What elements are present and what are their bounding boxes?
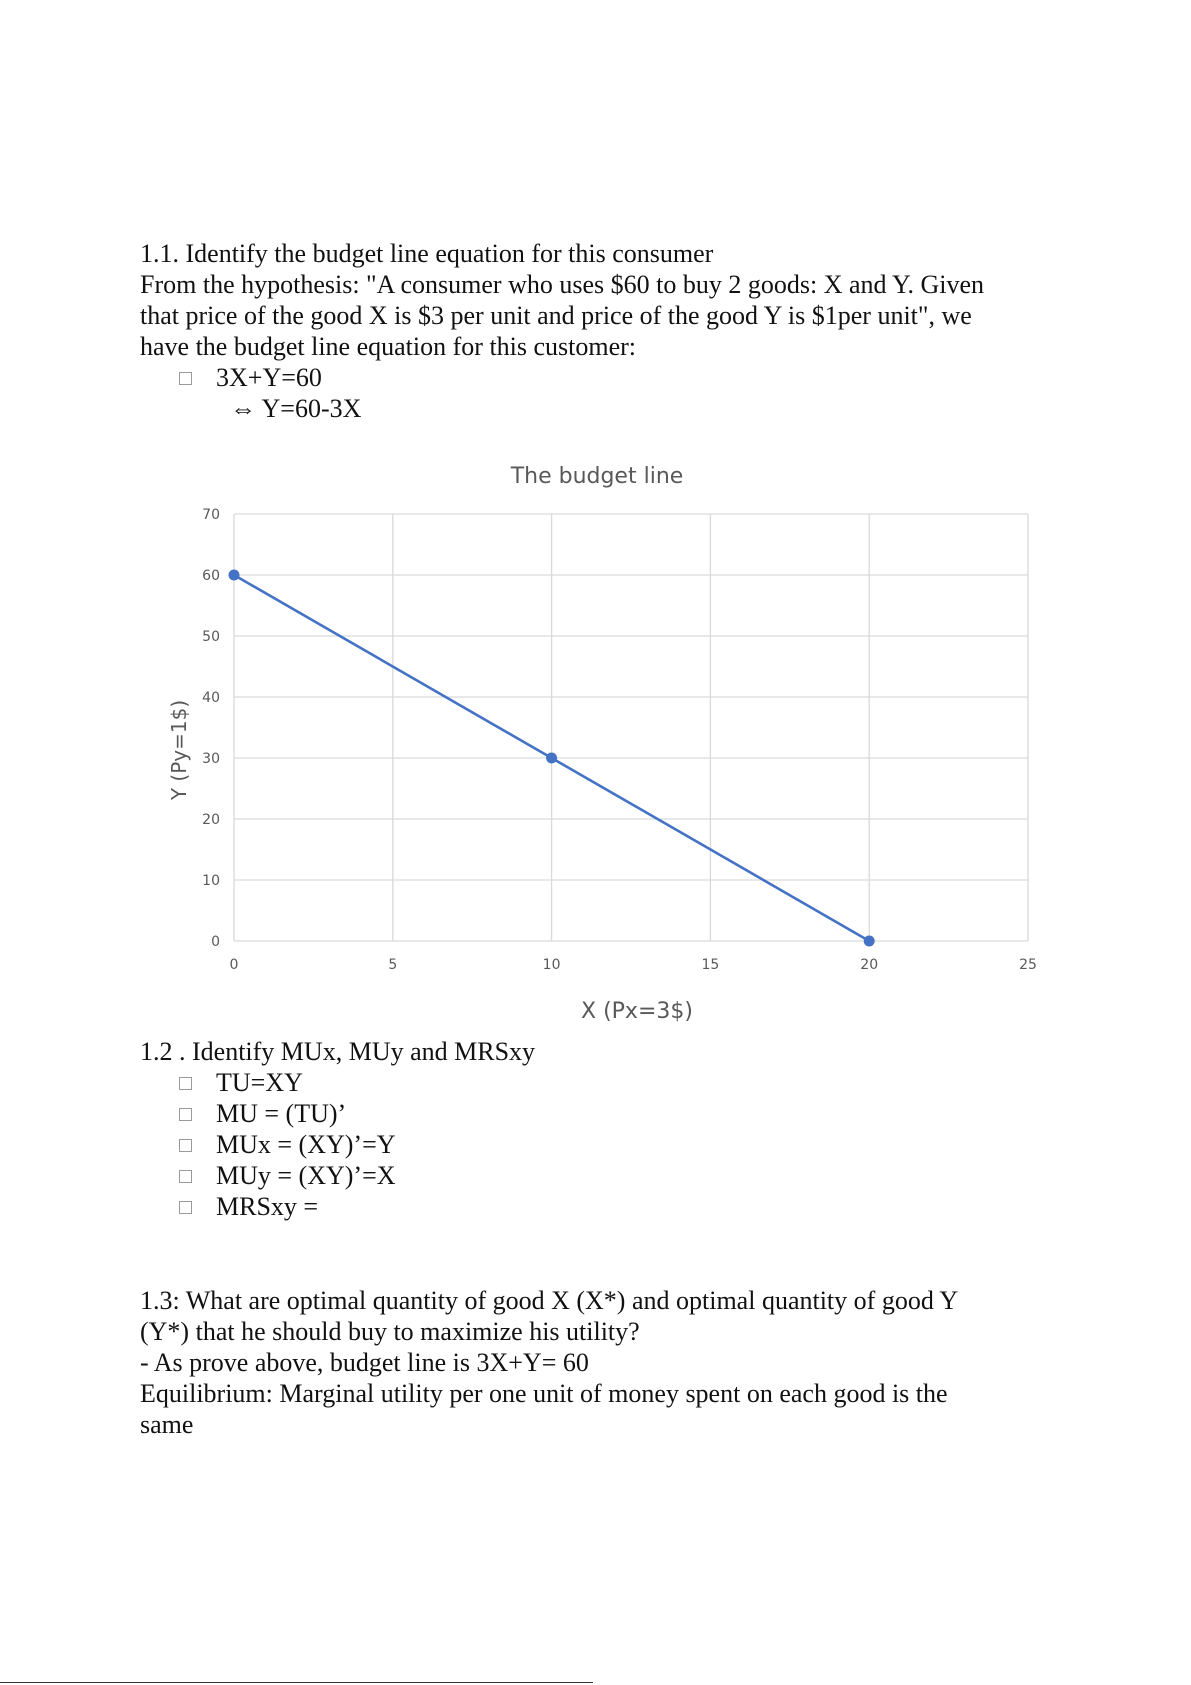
section2-bullet-1 [179,1067,303,1098]
data-point [864,936,875,947]
section1-paragraph-line-2: that price of the good X is $3 per unit and price of the good Y is $1per unit", we [140,301,972,330]
section3-line-1: 1.3: What are optimal quantity of good X (X*) and optimal quantity of good Y [140,1286,959,1315]
y-tick-label: 20 [202,812,220,828]
x-tick-label: 15 [701,957,720,973]
section2-bullet-2 [179,1098,346,1129]
budget-line-chart [140,450,1060,1035]
section3-line-5: same [140,1410,194,1439]
bullet-text: TU=XY [216,1068,303,1097]
bullet-text: MRSxy = [216,1192,319,1221]
chart-title: The budget line [510,464,684,489]
data-point [229,570,240,581]
budget-equation-bullet [179,362,322,393]
x-tick-label: 0 [229,957,239,973]
checkbox-bullet-icon [179,1170,192,1183]
section2-bullet-3 [179,1129,396,1160]
x-tick-label: 25 [1019,957,1037,973]
y-tick-label: 0 [211,934,220,950]
section3-line-4: Equilibrium: Marginal utility per one unit of money spent on each good is the [140,1379,948,1408]
section2-heading: 1.2 . Identify MUx, MUy and MRSxy [140,1037,536,1066]
checkbox-bullet-icon [179,1139,192,1152]
y-tick-label: 10 [202,873,220,889]
data-point [546,753,557,764]
footnote-separator [0,1682,593,1683]
section2-bullet-4 [179,1160,396,1191]
x-tick-label: 10 [542,957,561,973]
y-tick-label: 50 [202,629,220,645]
budget-equation: 3X+Y=60 [216,363,322,392]
section1-heading: 1.1. Identify the budget line equation for this consumer [140,239,714,268]
chart-gridlines [234,514,1028,941]
section3-line-2: (Y*) that he should buy to maximize his utility? [140,1317,640,1346]
checkbox-bullet-icon [179,1201,192,1214]
chart-y-axis-label: Y (Py=1$) [167,699,191,801]
y-tick-label: 70 [202,507,220,523]
bullet-text: MU = (TU)’ [216,1099,347,1128]
chart-x-axis-label: X (Px=3$) [581,999,693,1024]
x-tick-label: 20 [860,957,879,973]
chart-tick-labels [202,507,1037,973]
section1-paragraph-line-3: have the budget line equation for this customer: [140,332,637,361]
bullet-text: MUx = (XY)’=Y [216,1130,396,1159]
section2-bullet-5 [179,1191,318,1222]
y-tick-label: 40 [202,690,220,706]
checkbox-bullet-icon [179,1108,192,1121]
section1-paragraph-line-1: From the hypothesis: "A consumer who uses $60 to buy 2 goods: X and Y. Given [140,270,985,299]
section3-line-3: - As prove above, budget line is 3X+Y= 60 [140,1348,589,1377]
checkbox-bullet-icon [179,1077,192,1090]
y-tick-label: 60 [202,568,220,584]
bullet-text: MUy = (XY)’=X [216,1161,396,1190]
derived-equation: ⇔ Y=60-3X [230,394,362,423]
x-tick-label: 5 [388,957,398,973]
checkbox-bullet-icon [179,372,192,385]
y-tick-label: 30 [202,751,220,767]
